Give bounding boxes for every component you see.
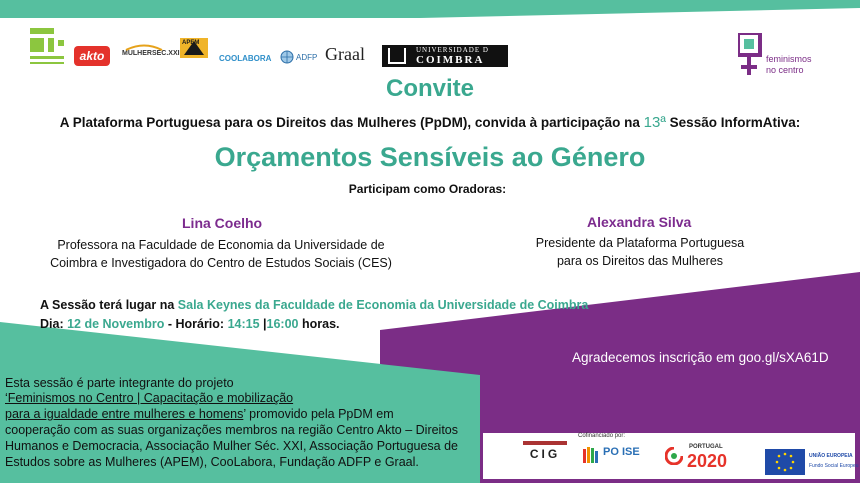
- poise-logo: PO ISE: [603, 446, 640, 458]
- apem-logo-text: APEM: [182, 40, 200, 46]
- adfp-globe-icon: [280, 50, 294, 64]
- time-start: 14:15: [227, 317, 260, 331]
- registration-text: Agradecemos inscrição em goo.gl/sXA61D: [572, 350, 829, 365]
- time-post: horas.: [298, 317, 340, 331]
- session-number: 13ª: [643, 114, 666, 131]
- time-end: 16:00: [266, 317, 299, 331]
- adfp-logo: ADFP: [296, 53, 318, 62]
- cig-bars-icon: [523, 441, 567, 445]
- cofinanced-label: Cofinanciado por:: [578, 433, 626, 439]
- project-line-2: ‘Feminismos no Centro | Capacitação e mobilização: [5, 391, 294, 405]
- speaker-2-line2: para os Direitos das Mulheres: [556, 254, 724, 268]
- eu-label: UNIÃO EUROPEIA: [809, 453, 853, 459]
- cig-logo: [523, 441, 567, 467]
- fse-label: Fundo Social Europeu: [809, 463, 859, 469]
- date-line: [40, 317, 340, 331]
- project-line-5: Humanos e Democracia, Associação Mulher Séc. XXI, Associação Portuguesa de: [5, 439, 459, 453]
- p2020-label: 2020: [687, 451, 728, 471]
- venue-place: Sala Keynes da Faculdade de Economia da Universidade de Coimbra: [177, 298, 589, 312]
- coimbra-u-icon: [388, 48, 406, 64]
- invite-title: Convite: [385, 75, 474, 102]
- poise-hand-icon: [583, 445, 599, 465]
- venue-pre: A Sessão terá lugar na: [40, 298, 178, 312]
- project-line-6: Estudos sobre as Mulheres (APEM), CooLabora, Fundação ADFP e Graal.: [5, 455, 419, 469]
- time-label: - Horário:: [164, 317, 228, 331]
- coimbra-university-logo: [382, 45, 508, 67]
- portugal-emblem-icon: [665, 447, 683, 465]
- venue-line: [40, 298, 588, 312]
- day-label: Dia:: [40, 317, 68, 331]
- mulher-arc-icon: [124, 43, 164, 51]
- top-teal-band: [0, 0, 860, 18]
- speaker-1-line1: Professora na Faculdade de Economia da Universidade de: [57, 238, 385, 252]
- feminismos-logo-line2: no centro: [766, 65, 804, 75]
- eu-flag-icon: [765, 449, 805, 475]
- headline: Orçamentos Sensíveis ao Género: [214, 142, 646, 172]
- project-line-3: [5, 407, 394, 421]
- invite-intro: [0, 114, 860, 131]
- project-line-3b: ’ promovido pela PpDM em: [243, 407, 394, 421]
- ppdm-logo-icon: [30, 28, 66, 70]
- mulher-secxxi-logo: MULHERSÉC.XXI: [122, 50, 180, 57]
- speaker-2-line1: Presidente da Plataforma Portuguesa: [535, 236, 745, 250]
- feminismos-logo-line1: feminismos: [766, 54, 812, 64]
- project-line-1: Esta sessão é parte integrante do projeto: [5, 376, 234, 390]
- speaker-1-line2: Coimbra e Investigadora do Centro de Estudos Sociais (CES): [50, 256, 392, 270]
- cig-text: CIG: [529, 447, 561, 461]
- day-value: 12 de Novembro: [67, 317, 165, 331]
- coimbra-top-text: UNIVERSIDADE D: [416, 46, 489, 54]
- intro-text-pre: A Plataforma Portuguesa para os Direitos das Mulheres (PpDM), convida à participação na: [59, 115, 644, 130]
- portugal-label: PORTUGAL: [689, 444, 723, 450]
- graal-logo: Graal: [325, 44, 365, 64]
- project-line-4: cooperação com as suas organizações membros na região Centro Akto – Direitos: [5, 423, 459, 437]
- speaker-2-name: Alexandra Silva: [587, 214, 692, 230]
- speakers-label: Participam como Oradoras:: [348, 182, 507, 196]
- sponsors-box: [483, 433, 859, 479]
- speaker-1-name: Lina Coelho: [182, 215, 263, 231]
- coimbra-main-text: COIMBRA: [416, 54, 485, 66]
- project-line-3a: para a igualdade entre mulheres e homens: [5, 407, 244, 421]
- eu-stars-icon: [765, 449, 805, 475]
- coolabora-logo: COOLABORA: [219, 54, 272, 63]
- intro-text-post: Sessão InformAtiva:: [665, 115, 801, 130]
- akto-logo: akto: [74, 46, 110, 66]
- time-sep: |: [259, 317, 267, 331]
